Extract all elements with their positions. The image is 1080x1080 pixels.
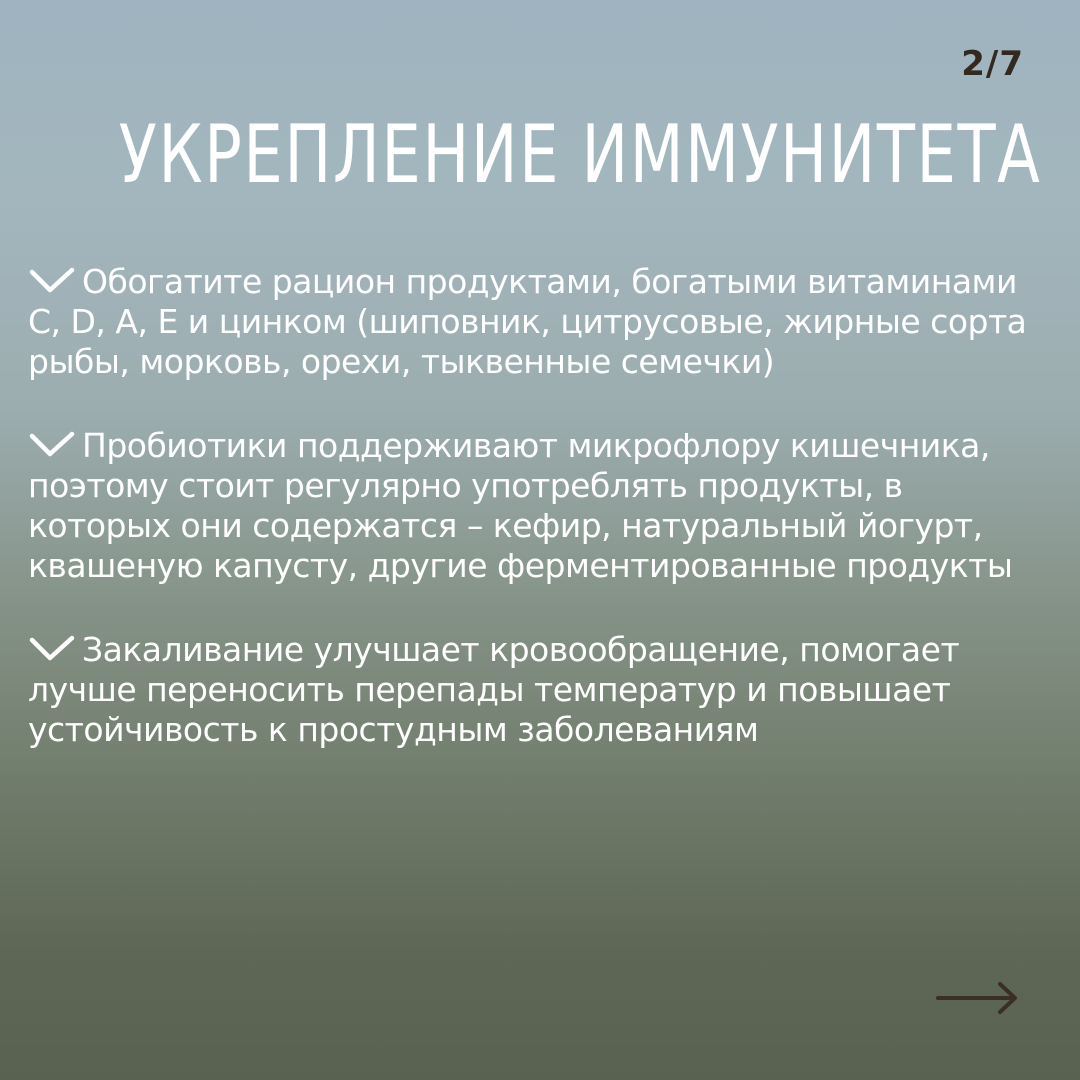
tips-list: [28, 262, 1052, 794]
page-title: УКРЕПЛЕНИЕ ИММУНИТЕТА: [118, 108, 1042, 201]
check-icon: [28, 431, 76, 459]
list-item-text: Обогатите рацион продуктами, богатыми витаминами С, D, A, E и цинком (шиповник, цитрусовые, жирные сорта рыбы, морковь, орехи, тыквенные семечки): [28, 262, 1027, 381]
list-item: [28, 630, 1052, 750]
list-item: [28, 426, 1052, 586]
check-icon: [28, 267, 76, 295]
list-item-text: Закаливание улучшает кровообращение, помогает лучше переносить перепады температур и повышает устойчивость к простудным заболеваниям: [28, 630, 960, 749]
list-item-text: Пробиотики поддерживают микрофлору кишечника, поэтому стоит регулярно употреблять продукты, в которых они содержатся – кефир, натуральный йогурт, квашеную капусту, другие ферментированные продукты: [28, 426, 1013, 585]
check-icon: [28, 635, 76, 663]
list-item: [28, 262, 1052, 382]
page-counter: 2/7: [961, 44, 1024, 84]
arrow-right-icon[interactable]: [936, 978, 1020, 1018]
